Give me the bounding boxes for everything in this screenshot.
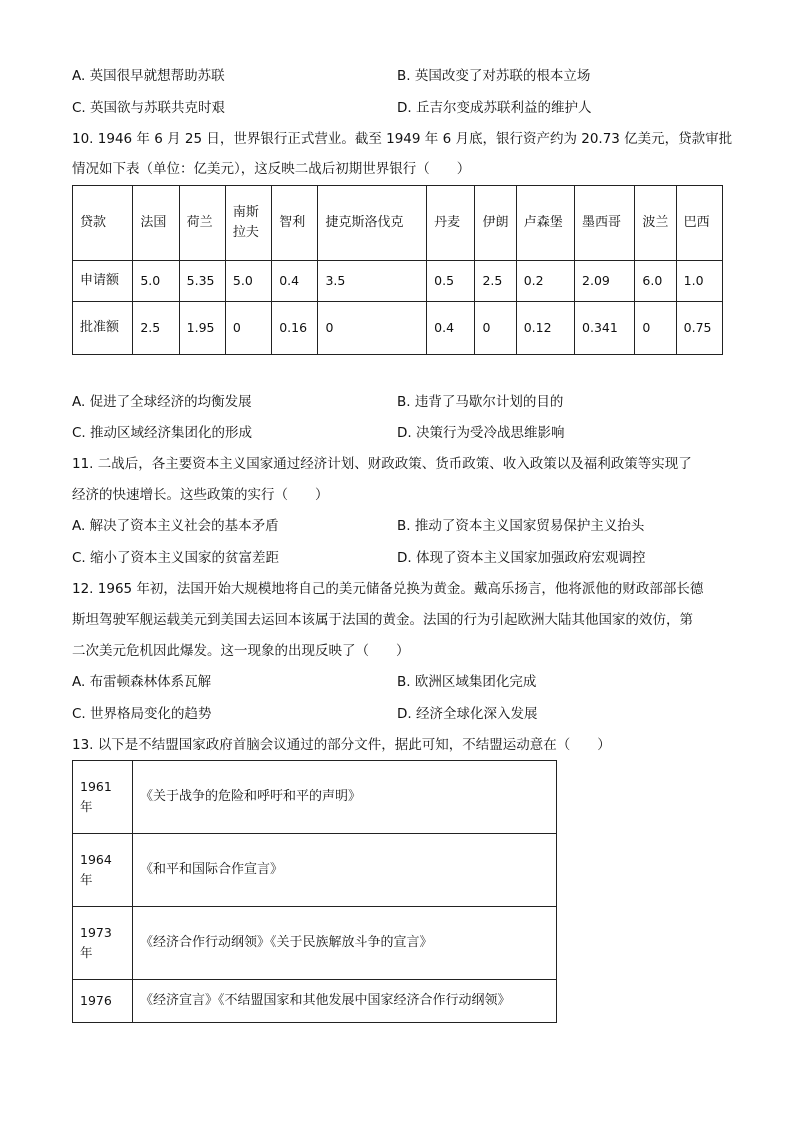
nam-year-cell: 1964 年	[73, 834, 133, 907]
nam-docs-cell: 《关于战争的危险和呼吁和平的声明》	[133, 761, 557, 834]
q9-option-b: B. 英国改变了对苏联的根本立场	[397, 68, 591, 84]
loan-cell: 2.5	[133, 302, 179, 355]
loan-header-cell: 墨西哥	[575, 186, 635, 261]
loan-cell: 1.0	[676, 261, 722, 302]
q10-option-d: D. 决策行为受冷战思维影响	[397, 425, 565, 441]
nam-docs-cell: 《经济合作行动纲领》《关于民族解放斗争的宣言》	[133, 907, 557, 980]
loan-header-cell: 卢森堡	[516, 186, 574, 261]
q9-option-d: D. 丘吉尔变成苏联利益的维护人	[397, 100, 592, 116]
loan-cell: 3.5	[318, 261, 427, 302]
loan-cell: 1.95	[179, 302, 225, 355]
loan-header-cell: 南斯 拉夫	[225, 186, 271, 261]
loan-cell: 6.0	[635, 261, 676, 302]
loan-cell: 5.35	[179, 261, 225, 302]
loan-header-cell: 丹麦	[427, 186, 475, 261]
loan-cell: 0.75	[676, 302, 722, 355]
q11-option-d: D. 体现了资本主义国家加强政府宏观调控	[397, 550, 646, 566]
loan-table	[72, 185, 723, 355]
loan-header-cell: 法国	[133, 186, 179, 261]
q12-option-d: D. 经济全球化深入发展	[397, 706, 538, 722]
loan-cell: 0	[318, 302, 427, 355]
loan-header-cell: 捷克斯洛伐克	[318, 186, 427, 261]
q10-option-a: A. 促进了全球经济的均衡发展	[72, 394, 252, 410]
q12-option-b: B. 欧洲区域集团化完成	[397, 674, 537, 690]
nam-table-row	[73, 761, 557, 834]
q10-option-b: B. 违背了马歇尔计划的目的	[397, 394, 564, 410]
loan-cell: 0	[635, 302, 676, 355]
nam-table-row	[73, 980, 557, 1023]
loan-cell: 0.5	[427, 261, 475, 302]
q10-stem-line1: 10. 1946 年 6 月 25 日，世界银行正式营业。截至 1949 年 6 月底，银行资产约为 20.73 亿美元，贷款审批	[72, 131, 733, 147]
q11-stem-line2: 经济的快速增长。这些政策的实行（ ）	[72, 487, 329, 503]
loan-cell: 0	[475, 302, 516, 355]
nam-docs-cell: 《经济宣言》《不结盟国家和其他发展中国家经济合作行动纲领》	[133, 980, 557, 1023]
loan-cell: 0.4	[427, 302, 475, 355]
loan-cell: 0.12	[516, 302, 574, 355]
q12-option-a: A. 布雷顿森林体系瓦解	[72, 674, 212, 690]
loan-cell: 0.16	[272, 302, 318, 355]
nam-year-cell: 1976	[73, 980, 133, 1023]
q12-stem-line3: 二次美元危机因此爆发。这一现象的出现反映了（ ）	[72, 643, 410, 659]
q9-option-c: C. 英国欲与苏联共克时艰	[72, 100, 226, 116]
loan-cell: 0.4	[272, 261, 318, 302]
q9-option-a: A. 英国很早就想帮助苏联	[72, 68, 225, 84]
nam-table-row	[73, 834, 557, 907]
loan-header-cell: 巴西	[676, 186, 722, 261]
q11-option-a: A. 解决了资本主义社会的基本矛盾	[72, 518, 279, 534]
loan-cell: 2.09	[575, 261, 635, 302]
loan-cell: 0.2	[516, 261, 574, 302]
loan-row-label: 申请额	[73, 261, 133, 302]
loan-header-cell: 贷款	[73, 186, 133, 261]
loan-cell: 5.0	[225, 261, 271, 302]
nam-docs-cell: 《和平和国际合作宣言》	[133, 834, 557, 907]
q10-option-c: C. 推动区域经济集团化的形成	[72, 425, 253, 441]
q11-option-b: B. 推动了资本主义国家贸易保护主义抬头	[397, 518, 645, 534]
q12-stem-line1: 12. 1965 年初，法国开始大规模地将自己的美元储备兑换为黄金。戴高乐扬言，他将派他的财政部部长德	[72, 581, 704, 597]
q12-option-c: C. 世界格局变化的趋势	[72, 706, 212, 722]
loan-row-label: 批准额	[73, 302, 133, 355]
nam-year-cell: 1961 年	[73, 761, 133, 834]
q12-stem-line2: 斯坦驾驶军舰运载美元到美国去运回本该属于法国的黄金。法国的行为引起欧洲大陆其他国家的效仿，第	[72, 612, 693, 628]
loan-cell: 2.5	[475, 261, 516, 302]
q10-stem-line2: 情况如下表（单位：亿美元），这反映二战后初期世界银行（ ）	[72, 161, 471, 177]
loan-cell: 0.341	[575, 302, 635, 355]
q13-stem-line1: 13. 以下是不结盟国家政府首脑会议通过的部分文件，据此可知，不结盟运动意在（ ）	[72, 737, 611, 753]
loan-header-cell: 波兰	[635, 186, 676, 261]
loan-cell: 5.0	[133, 261, 179, 302]
loan-table-row-approved	[73, 302, 723, 355]
nam-table-row	[73, 907, 557, 980]
q11-stem-line1: 11. 二战后，各主要资本主义国家通过经济计划、财政政策、货币政策、收入政策以及福利政策等实现了	[72, 456, 692, 472]
loan-header-cell: 伊朗	[475, 186, 516, 261]
q11-option-c: C. 缩小了资本主义国家的贫富差距	[72, 550, 280, 566]
loan-table-header-row	[73, 186, 723, 261]
nam-documents-table	[72, 760, 557, 1023]
loan-header-cell: 智利	[272, 186, 318, 261]
loan-table-row-applied	[73, 261, 723, 302]
loan-header-cell: 荷兰	[179, 186, 225, 261]
nam-year-cell: 1973 年	[73, 907, 133, 980]
loan-cell: 0	[225, 302, 271, 355]
